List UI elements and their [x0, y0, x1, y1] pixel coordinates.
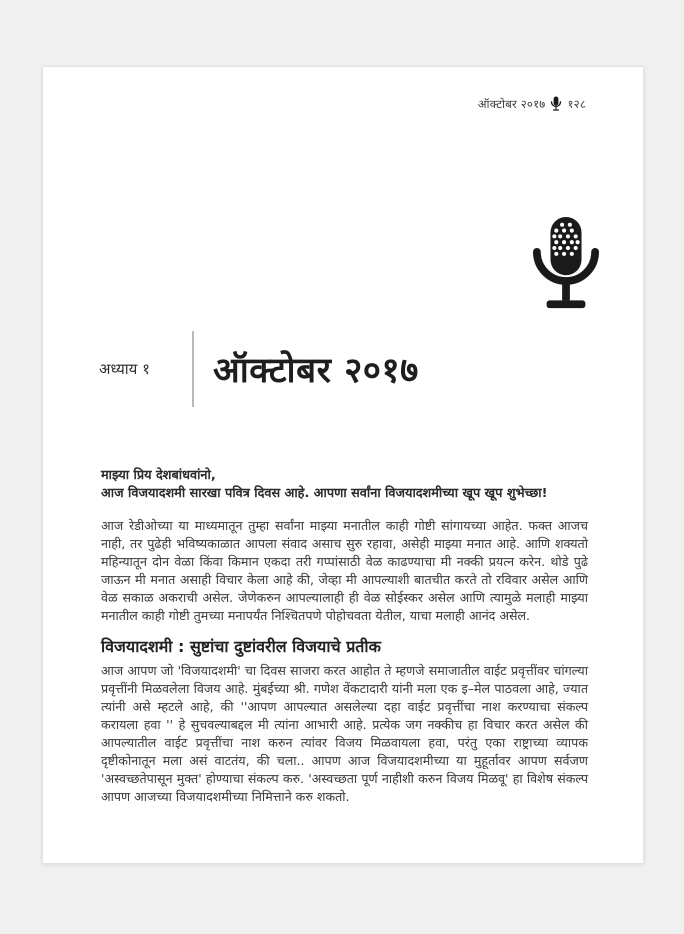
section-heading: विजयादशमी : सुष्टांचा दुष्टांवरील विजयाचे प्रतीक: [101, 637, 381, 656]
chapter-title: ऑक्टोबर २०१७: [213, 350, 419, 391]
page-number: १२८: [567, 96, 586, 111]
paragraph-1: आज रेडीओच्या या माध्यमातून तुम्हा सर्वांना माझ्या मनातील काही गोष्टी सांगायच्या आहेत. फक्त आजच नाही, तर पुढेही भविष्यकाळात आपला संवाद असाच सुरु रहावा, असेही माझ्या मनात आहे. आणि शक्यतो महिन्यातून दोन वेळा किंवा किमान एकदा तरी गप्पांसाठी वेळ काढण्याचा मी नक्की प्रयत्न करेन. थोडे पुढे जाऊन मी मनात असाही विचार केला आहे की, जेव्हा मी आपल्याशी बातचीत करते तो रविवार असेल आणि वेळ सकाळ अकराची असेल. जेणेकरुन आपल्यालाही ही वेळ सोईस्कर असेल आणि त्यामुळे मलाही माझ्या मनातील काही गोष्टी तुमच्या मनापर्यंत निश्चितपणे पोहोचवता येतील, याचा मलाही आनंद असेल.: [101, 518, 588, 623]
chapter-label: अध्याय १: [99, 360, 150, 378]
microphone-icon: [527, 217, 605, 314]
running-header: [478, 96, 586, 112]
chapter-header: [99, 329, 585, 409]
book-page: [42, 66, 644, 864]
page-content: [101, 467, 588, 816]
salutation-line-2: आज विजयादशमी सारखा पवित्र दिवस आहे. आपणा सर्वांना विजयादशमीच्या खूप खूप शुभेच्छा!: [101, 485, 548, 501]
chapter-divider: [192, 331, 194, 407]
salutation-line-1: माझ्या प्रिय देशबांधवांनो,: [101, 468, 216, 483]
running-header-month: ऑक्टोबर २०१७: [477, 96, 546, 111]
salutation: [101, 467, 588, 502]
microphone-icon: [550, 96, 562, 112]
paragraph-2: आज आपण जो 'विजयादशमी' चा दिवस साजरा करत आहोत ते म्हणजे समाजातील वाईट प्रवृत्तींवर चांगल्या प्रवृत्तींनी मिळवलेला विजय आहे. मुंबईच्या श्री. गणेश वेंकटादारी यांनी मला एक इ–मेल पाठवला आहे, ज्यात त्यांनी असे म्हटले आहे, की ''आपण आपल्यात असलेल्या दहा वाईट प्रवृत्तींचा नाश करण्याचा संकल्प करायला हवा '' हे सुचवल्याबद्दल मी त्यांना आभारी आहे. प्रत्येक जग नक्कीच हा विचार करत असेल की आपल्यातील वाईट प्रवृत्तींचा नाश करुन त्यांवर विजय मिळवायला हवा, परंतु एका राष्ट्राच्या व्यापक दृष्टीकोनातून मला असं वाटतंय, की चला.. आपण आज विजयादशमीच्या या मुहूर्तावर आपण सर्वजण 'अस्वच्छतेपासून मुक्त' होण्याचा संकल्प करु. 'अस्वच्छता पूर्ण नाहीशी करुन विजय मिळवू' हा विशेष संकल्प आपण आजच्या विजयादशमीच्या निमित्ताने करु शकतो.: [101, 663, 588, 804]
